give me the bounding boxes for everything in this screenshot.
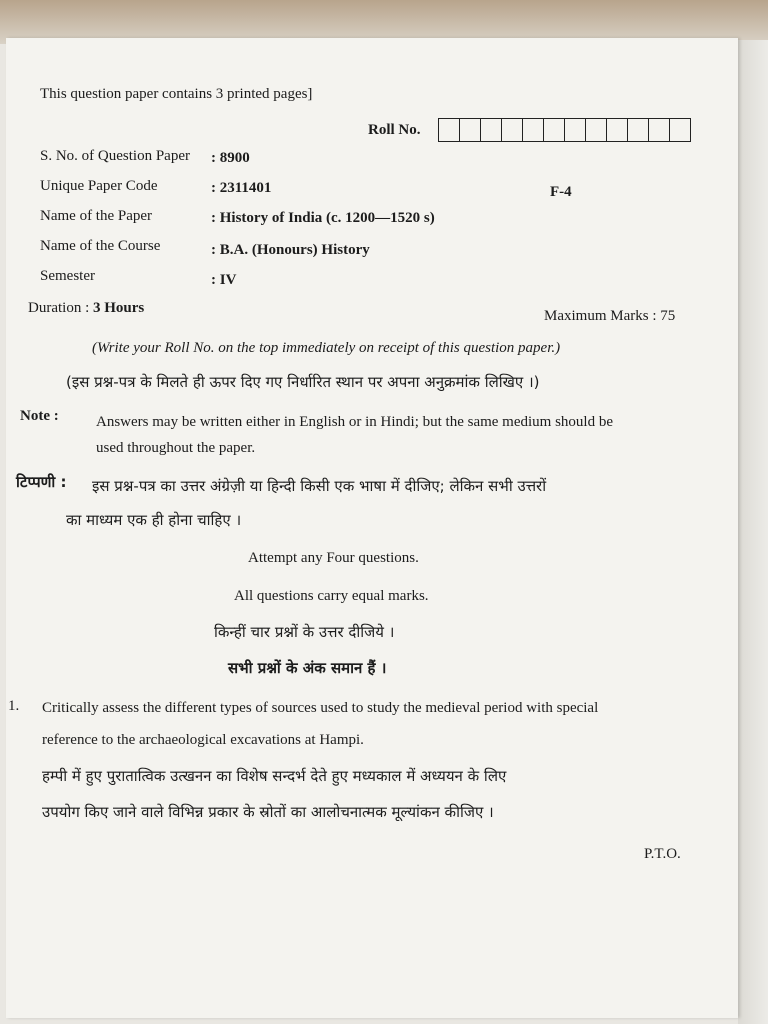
note-label: Note :: [20, 408, 59, 424]
question-1-number: 1.: [8, 698, 20, 714]
meta-value-course: : B.A. (Honours) History: [211, 242, 370, 258]
tippani-label: टिप्पणी :: [16, 473, 67, 491]
printed-pages-note: This question paper contains 3 printed pages]: [40, 86, 313, 102]
underlying-page-edge: [738, 40, 768, 1024]
meta-value-paper-code: : 2311401: [211, 180, 272, 196]
please-turn-over: P.T.O.: [644, 846, 681, 862]
duration-label: Duration :: [28, 300, 90, 316]
tippani-line-1: इस प्रश्न-पत्र का उत्तर अंग्रेज़ी या हिन्दी किसी एक भाषा में दीजिए; लेकिन सभी उत्तरों: [92, 477, 547, 495]
equal-marks-instruction: All questions carry equal marks.: [234, 588, 429, 604]
meta-label-semester: Semester: [40, 268, 95, 284]
meta-label-serial: S. No. of Question Paper: [40, 148, 190, 164]
meta-label-course: Name of the Course: [40, 238, 161, 254]
question-1-english-line-1: Critically assess the different types of sources used to study the medieval period with special: [42, 700, 599, 716]
note-line-1: Answers may be written either in English or in Hindi; but the same medium should be: [96, 414, 613, 430]
meta-label-paper-code: Unique Paper Code: [40, 178, 158, 194]
equal-marks-instruction-hindi: सभी प्रश्नों के अंक समान हैं ।: [228, 659, 387, 677]
attempt-instruction-hindi: किन्हीं चार प्रश्नों के उत्तर दीजिये ।: [214, 623, 395, 641]
attempt-instruction: Attempt any Four questions.: [248, 550, 419, 566]
roll-instruction-english: (Write your Roll No. on the top immediately on receipt of this question paper.): [92, 340, 561, 356]
tippani-line-2: का माध्यम एक ही होना चाहिए ।: [66, 511, 242, 529]
question-1-hindi-line-1: हम्पी में हुए पुरातात्विक उत्खनन का विशेष सन्दर्भ देते हुए मध्यकाल में अध्ययन के लिए: [42, 767, 507, 785]
duration-value: 3 Hours: [93, 300, 145, 316]
roll-instruction-hindi: (इस प्रश्न-पत्र के मिलते ही ऊपर दिए गए निर्धारित स्थान पर अपना अनुक्रमांक लिखिए ।): [66, 373, 540, 391]
roll-no-label: Roll No.: [368, 122, 421, 138]
maximum-marks: Maximum Marks : 75: [544, 308, 676, 324]
roll-no-boxes[interactable]: [438, 118, 691, 142]
meta-label-paper-name: Name of the Paper: [40, 208, 153, 224]
note-line-2: used throughout the paper.: [96, 440, 256, 456]
meta-value-semester: : IV: [211, 272, 237, 288]
question-1-english-line-2: reference to the archaeological excavations at Hampi.: [42, 732, 364, 748]
question-paper-sheet: [6, 38, 738, 1018]
meta-value-paper-name: : History of India (c. 1200—1520 s): [211, 210, 435, 226]
meta-value-serial: : 8900: [211, 150, 250, 166]
duration: [28, 300, 144, 317]
question-1-hindi-line-2: उपयोग किए जाने वाले विभिन्न प्रकार के स्रोतों का आलोचनात्मक मूल्यांकन कीजिए ।: [42, 803, 494, 821]
paper-code-tag: F-4: [550, 184, 572, 200]
